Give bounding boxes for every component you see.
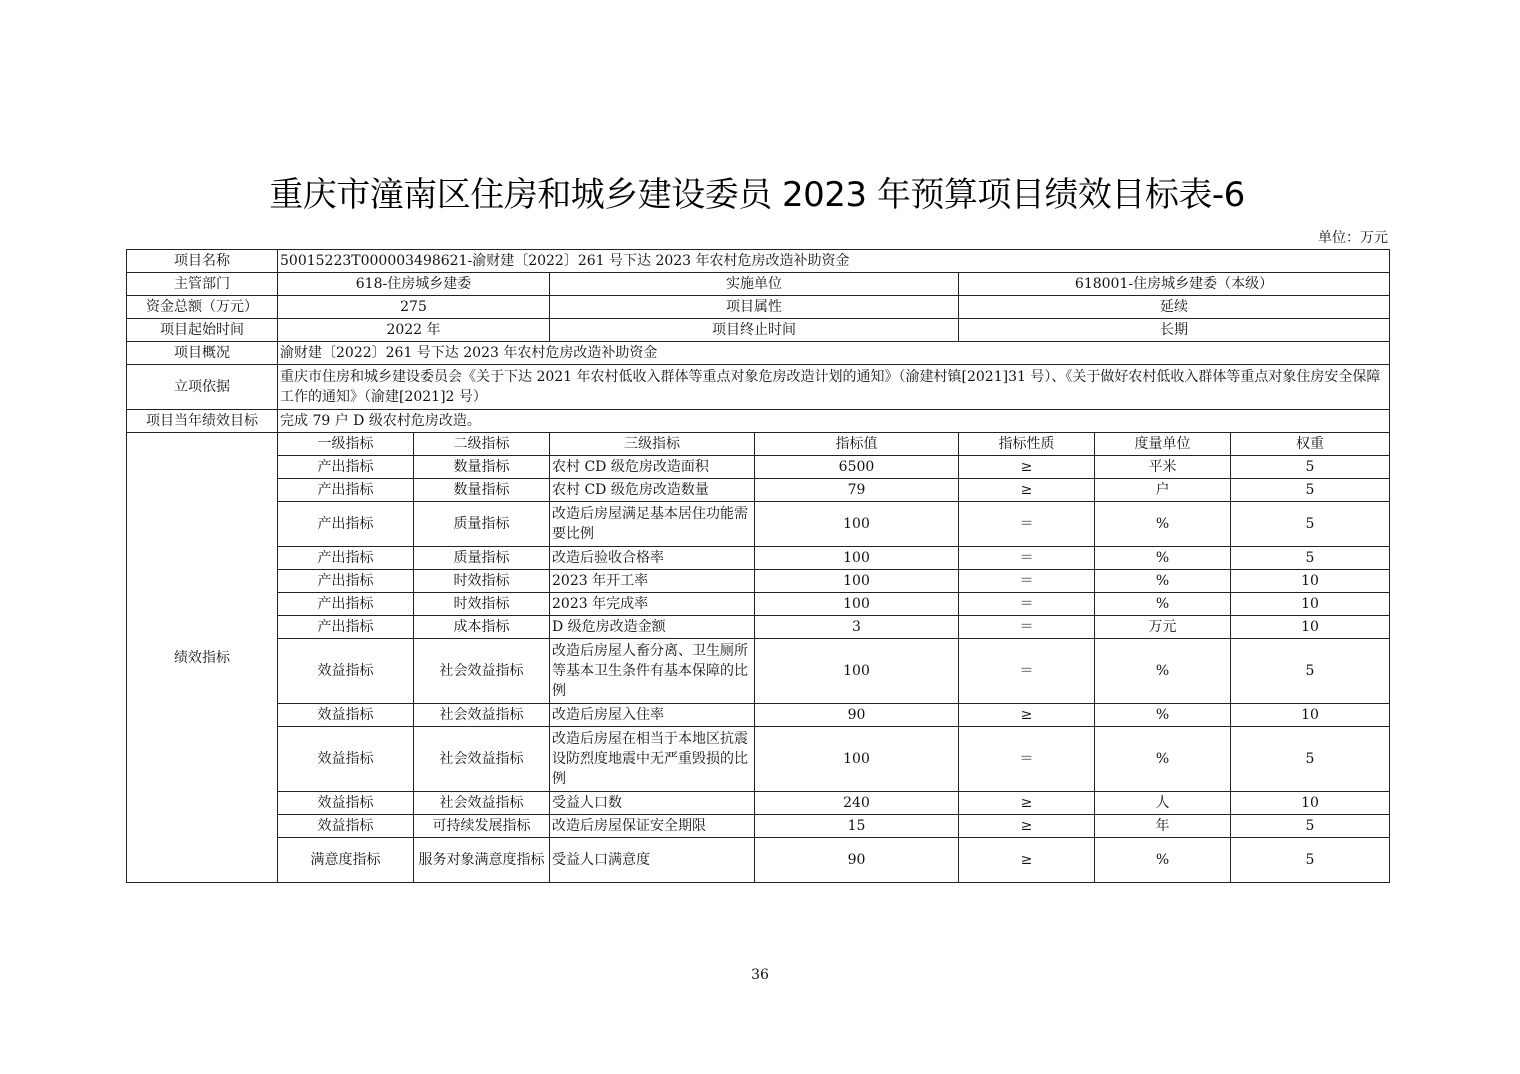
metrics-header-row <box>127 433 1390 456</box>
value-cell: 100 <box>755 593 959 616</box>
nature-cell: ≥ <box>959 815 1095 838</box>
level3-cell: D 级危房改造金额 <box>550 616 755 639</box>
weight-cell: 5 <box>1231 479 1390 502</box>
nature-cell: ≥ <box>959 479 1095 502</box>
header-unit: 度量单位 <box>1095 433 1231 456</box>
level1-cell: 产出指标 <box>278 479 414 502</box>
weight-cell: 5 <box>1231 547 1390 570</box>
value-goal: 完成 79 户 D 级农村危房改造。 <box>278 410 1390 433</box>
table-row <box>127 727 1390 792</box>
level3-cell: 改造后房屋在相当于本地区抗震设防烈度地震中无严重毁损的比例 <box>550 727 755 792</box>
value-attr: 延续 <box>959 296 1390 319</box>
weight-cell: 5 <box>1231 815 1390 838</box>
label-project-name: 项目名称 <box>127 250 278 273</box>
value-cell: 15 <box>755 815 959 838</box>
level3-cell: 改造后房屋保证安全期限 <box>550 815 755 838</box>
value-cell: 3 <box>755 616 959 639</box>
table-row <box>127 570 1390 593</box>
level2-cell: 社会效益指标 <box>414 639 550 704</box>
level2-cell: 时效指标 <box>414 570 550 593</box>
performance-table <box>126 249 1390 883</box>
level2-cell: 数量指标 <box>414 456 550 479</box>
weight-cell: 5 <box>1231 456 1390 479</box>
row-dept <box>127 273 1390 296</box>
weight-cell: 10 <box>1231 616 1390 639</box>
unit-cell: 户 <box>1095 479 1231 502</box>
label-overview: 项目概况 <box>127 342 278 365</box>
row-fund <box>127 296 1390 319</box>
value-cell: 79 <box>755 479 959 502</box>
unit-cell: % <box>1095 502 1231 547</box>
level3-cell: 农村 CD 级危房改造面积 <box>550 456 755 479</box>
level2-cell: 质量指标 <box>414 502 550 547</box>
nature-cell: ＝ <box>959 547 1095 570</box>
unit-cell: % <box>1095 547 1231 570</box>
unit-cell: % <box>1095 570 1231 593</box>
header-nature: 指标性质 <box>959 433 1095 456</box>
table-row <box>127 792 1390 815</box>
table-row <box>127 502 1390 547</box>
label-impl: 实施单位 <box>550 273 959 296</box>
level1-cell: 满意度指标 <box>278 838 414 883</box>
value-cell: 100 <box>755 639 959 704</box>
table-row <box>127 547 1390 570</box>
nature-cell: ＝ <box>959 639 1095 704</box>
unit-cell: 平米 <box>1095 456 1231 479</box>
nature-cell: ≥ <box>959 792 1095 815</box>
weight-cell: 5 <box>1231 502 1390 547</box>
level1-cell: 产出指标 <box>278 593 414 616</box>
level1-cell: 产出指标 <box>278 570 414 593</box>
value-cell: 90 <box>755 704 959 727</box>
header-value: 指标值 <box>755 433 959 456</box>
unit-label: 单位：万元 <box>1318 230 1388 246</box>
value-cell: 100 <box>755 547 959 570</box>
label-attr: 项目属性 <box>550 296 959 319</box>
weight-cell: 5 <box>1231 727 1390 792</box>
level1-cell: 产出指标 <box>278 502 414 547</box>
label-start: 项目起始时间 <box>127 319 278 342</box>
table-row <box>127 815 1390 838</box>
level2-cell: 服务对象满意度指标 <box>414 838 550 883</box>
unit-cell: 万元 <box>1095 616 1231 639</box>
level1-cell: 效益指标 <box>278 792 414 815</box>
row-goal <box>127 410 1390 433</box>
value-start: 2022 年 <box>278 319 550 342</box>
unit-cell: 年 <box>1095 815 1231 838</box>
value-cell: 240 <box>755 792 959 815</box>
level2-cell: 质量指标 <box>414 547 550 570</box>
value-end: 长期 <box>959 319 1390 342</box>
level2-cell: 社会效益指标 <box>414 727 550 792</box>
header-weight: 权重 <box>1231 433 1390 456</box>
level2-cell: 社会效益指标 <box>414 704 550 727</box>
value-impl: 618001-住房城乡建委（本级） <box>959 273 1390 296</box>
page-title: 重庆市潼南区住房和城乡建设委员 2023 年预算项目绩效目标表-6 <box>269 175 1245 215</box>
nature-cell: ≥ <box>959 704 1095 727</box>
value-cell: 100 <box>755 727 959 792</box>
label-dept: 主管部门 <box>127 273 278 296</box>
table-row <box>127 616 1390 639</box>
unit-cell: 人 <box>1095 792 1231 815</box>
unit-cell: % <box>1095 727 1231 792</box>
table-row <box>127 479 1390 502</box>
level3-cell: 农村 CD 级危房改造数量 <box>550 479 755 502</box>
value-cell: 100 <box>755 502 959 547</box>
nature-cell: ＝ <box>959 502 1095 547</box>
unit-cell: % <box>1095 593 1231 616</box>
level1-cell: 效益指标 <box>278 639 414 704</box>
unit-cell: % <box>1095 838 1231 883</box>
page-number: 36 <box>751 967 769 983</box>
level3-cell: 2023 年开工率 <box>550 570 755 593</box>
level1-cell: 产出指标 <box>278 547 414 570</box>
level2-cell: 可持续发展指标 <box>414 815 550 838</box>
header-level2: 二级指标 <box>414 433 550 456</box>
value-cell: 90 <box>755 838 959 883</box>
level3-cell: 改造后验收合格率 <box>550 547 755 570</box>
label-fund: 资金总额（万元） <box>127 296 278 319</box>
weight-cell: 5 <box>1231 639 1390 704</box>
level1-cell: 效益指标 <box>278 815 414 838</box>
label-goal: 项目当年绩效目标 <box>127 410 278 433</box>
nature-cell: ＝ <box>959 593 1095 616</box>
nature-cell: ≥ <box>959 456 1095 479</box>
value-basis: 重庆市住房和城乡建设委员会《关于下达 2021 年农村低收入群体等重点对象危房改造计划的通知》（渝建村镇[2021]31 号）、《关于做好农村低收入群体等重点对象住房安全保障工作的通知》（渝建[2021]2 号） <box>278 365 1390 410</box>
row-project-name <box>127 250 1390 273</box>
label-basis: 立项依据 <box>127 365 278 410</box>
table-row <box>127 456 1390 479</box>
level3-cell: 受益人口数 <box>550 792 755 815</box>
level2-cell: 数量指标 <box>414 479 550 502</box>
level3-cell: 2023 年完成率 <box>550 593 755 616</box>
weight-cell: 5 <box>1231 838 1390 883</box>
table-row <box>127 838 1390 883</box>
level2-cell: 成本指标 <box>414 616 550 639</box>
level1-cell: 效益指标 <box>278 704 414 727</box>
level2-cell: 时效指标 <box>414 593 550 616</box>
nature-cell: ＝ <box>959 727 1095 792</box>
label-metrics-section: 绩效指标 <box>127 433 278 883</box>
value-cell: 6500 <box>755 456 959 479</box>
level1-cell: 效益指标 <box>278 727 414 792</box>
weight-cell: 10 <box>1231 570 1390 593</box>
nature-cell: ≥ <box>959 838 1095 883</box>
level3-cell: 改造后房屋入住率 <box>550 704 755 727</box>
level1-cell: 产出指标 <box>278 456 414 479</box>
row-overview <box>127 342 1390 365</box>
table-row <box>127 704 1390 727</box>
nature-cell: ＝ <box>959 570 1095 593</box>
header-level3: 三级指标 <box>550 433 755 456</box>
level3-cell: 受益人口满意度 <box>550 838 755 883</box>
level1-cell: 产出指标 <box>278 616 414 639</box>
label-end: 项目终止时间 <box>550 319 959 342</box>
header-level1: 一级指标 <box>278 433 414 456</box>
row-time <box>127 319 1390 342</box>
table-row <box>127 593 1390 616</box>
weight-cell: 10 <box>1231 792 1390 815</box>
table-row <box>127 639 1390 704</box>
value-dept: 618-住房城乡建委 <box>278 273 550 296</box>
unit-cell: % <box>1095 704 1231 727</box>
weight-cell: 10 <box>1231 593 1390 616</box>
row-basis <box>127 365 1390 410</box>
weight-cell: 10 <box>1231 704 1390 727</box>
value-overview: 渝财建〔2022〕261 号下达 2023 年农村危房改造补助资金 <box>278 342 1390 365</box>
level2-cell: 社会效益指标 <box>414 792 550 815</box>
level3-cell: 改造后房屋满足基本居住功能需要比例 <box>550 502 755 547</box>
value-cell: 100 <box>755 570 959 593</box>
value-project-name: 50015223T000003498621-渝财建〔2022〕261 号下达 2023 年农村危房改造补助资金 <box>278 250 1390 273</box>
value-fund: 275 <box>278 296 550 319</box>
level3-cell: 改造后房屋人畜分离、卫生厕所等基本卫生条件有基本保障的比例 <box>550 639 755 704</box>
nature-cell: ＝ <box>959 616 1095 639</box>
unit-cell: % <box>1095 639 1231 704</box>
